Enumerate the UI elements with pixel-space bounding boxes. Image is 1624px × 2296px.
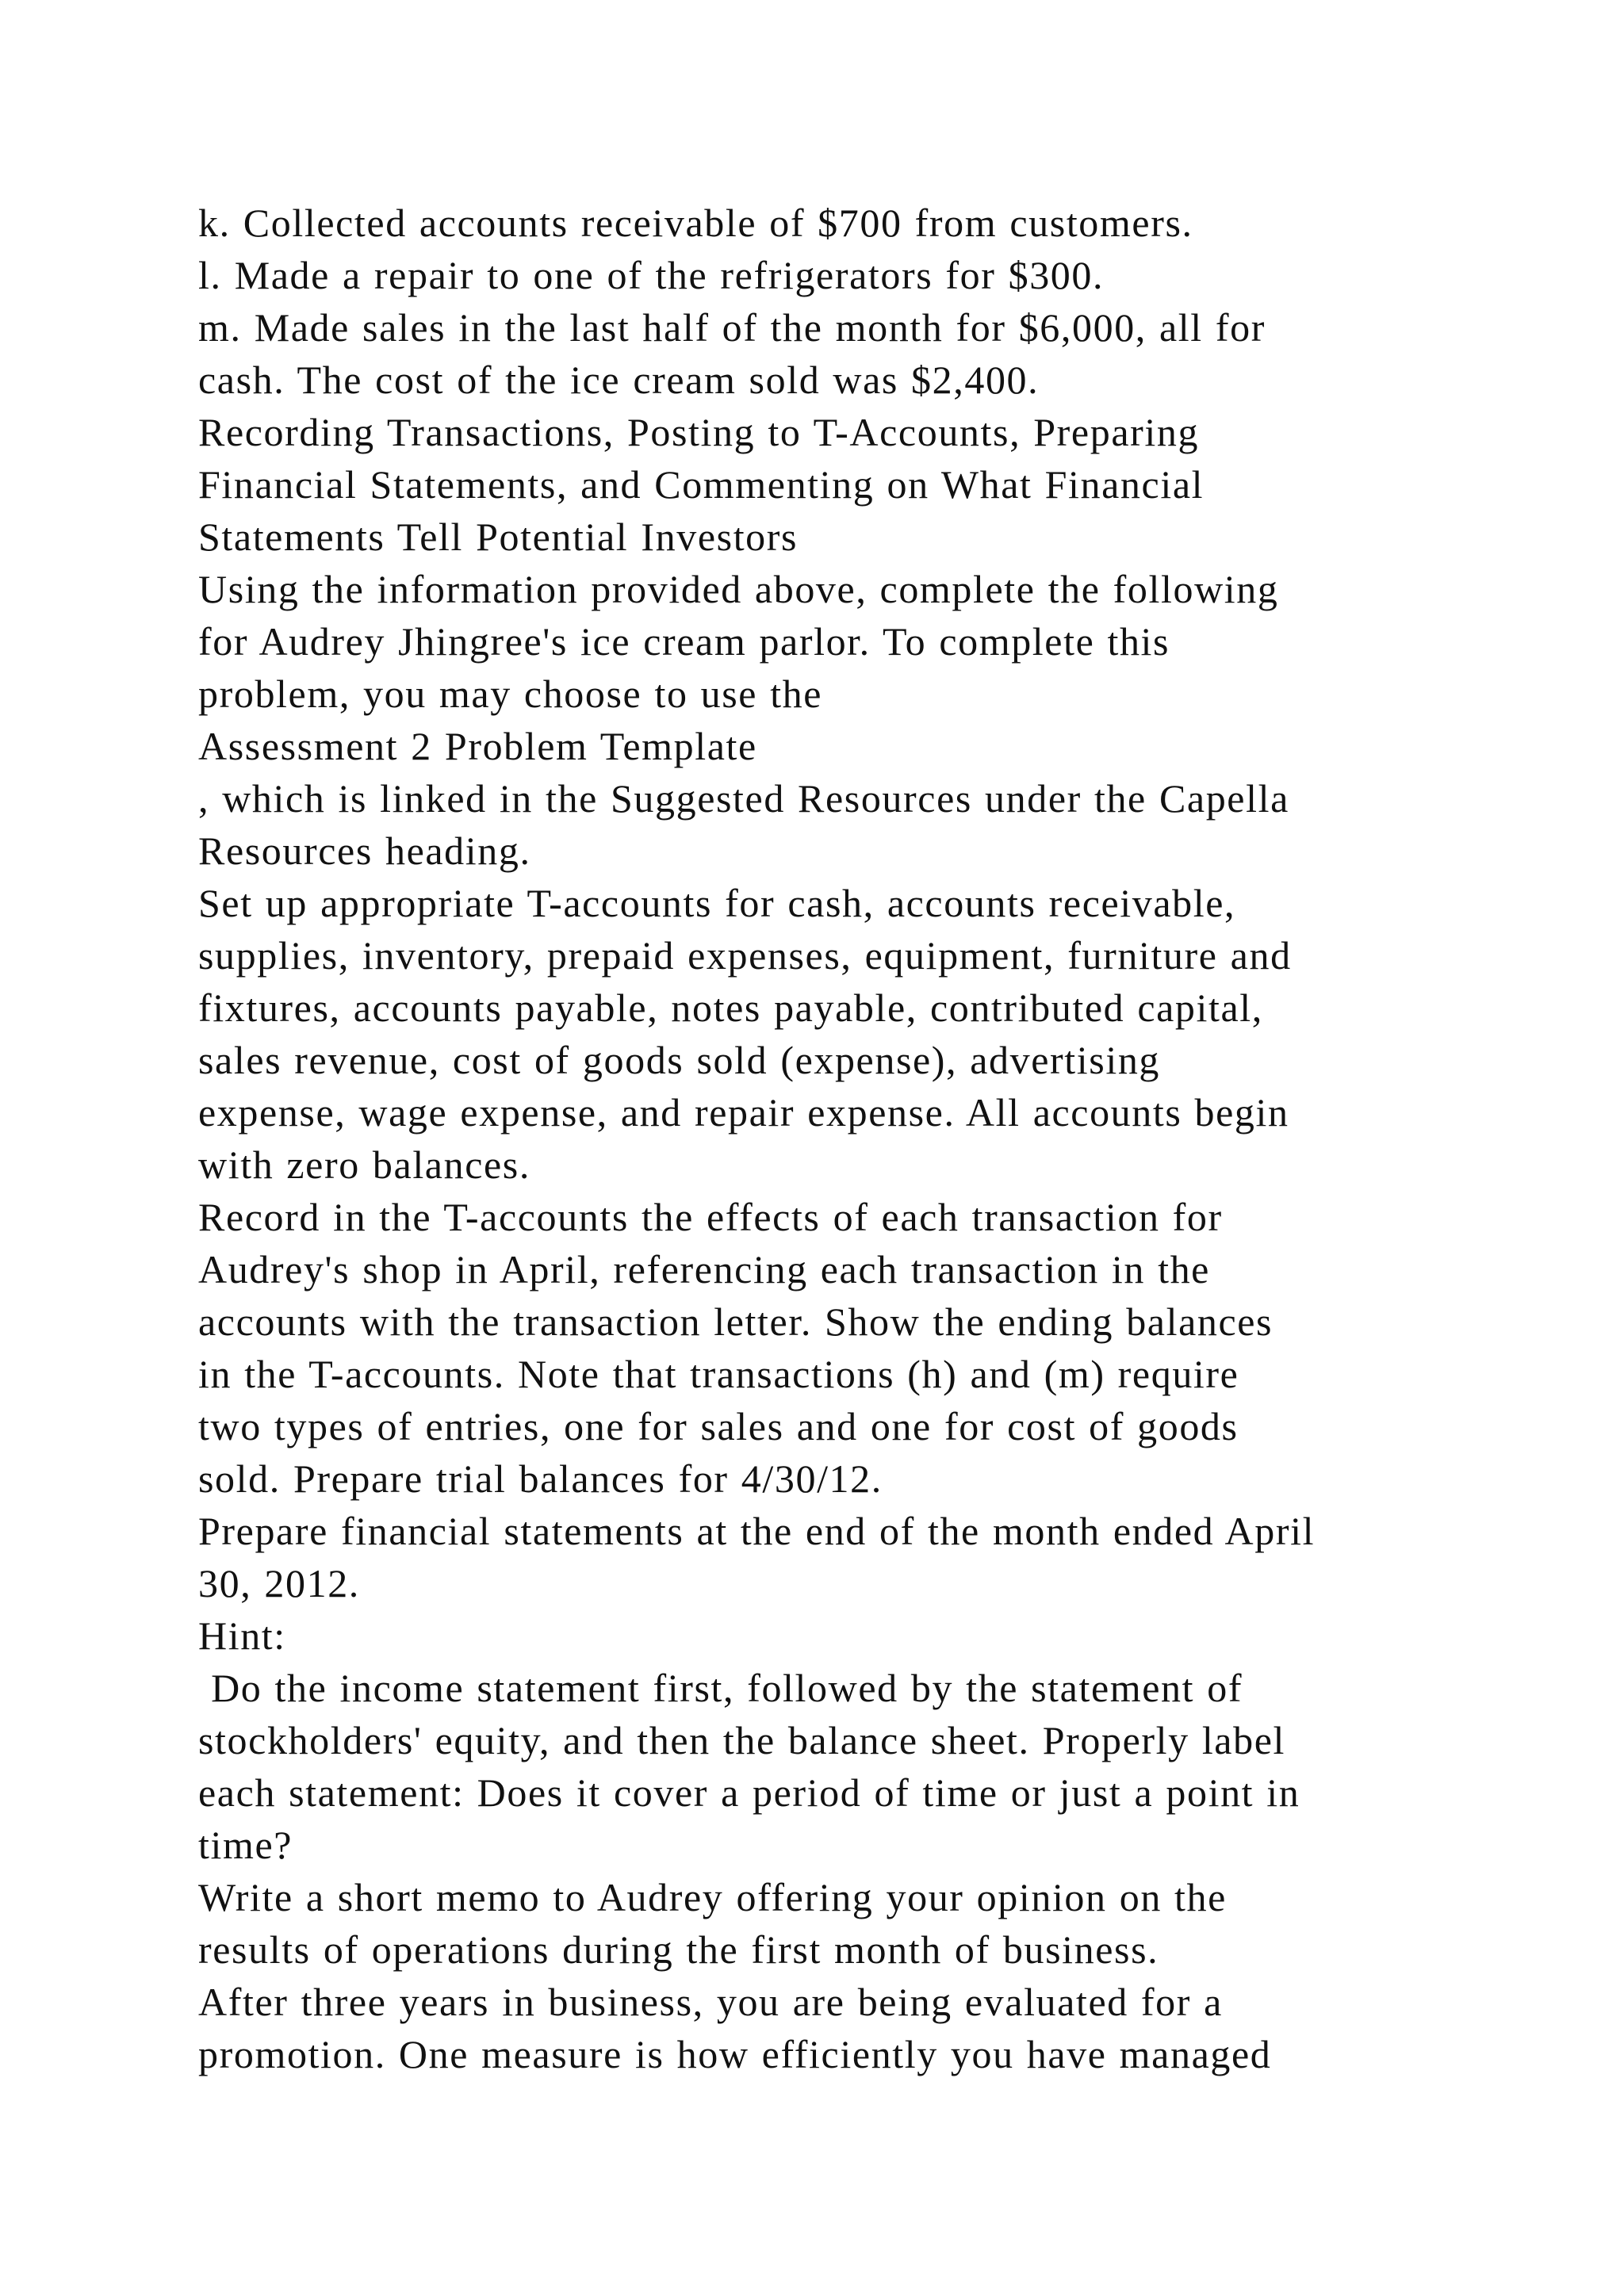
text-line: two types of entries, one for sales and one for cost of goods	[198, 1404, 1239, 1448]
text-line: Resources heading.	[198, 828, 531, 873]
text-line: each statement: Does it cover a period of time or just a point in	[198, 1770, 1300, 1815]
text-line: , which is linked in the Suggested Resources under the Capella	[198, 776, 1289, 821]
text-line: Write a short memo to Audrey offering your opinion on the	[198, 1875, 1227, 1919]
text-line: l. Made a repair to one of the refrigerators for $300.	[198, 253, 1105, 297]
text-line: k. Collected accounts receivable of $700 from customers.	[198, 201, 1193, 245]
text-line: m. Made sales in the last half of the month for $6,000, all for	[198, 305, 1266, 350]
text-line: in the T-accounts. Note that transactions (h) and (m) require	[198, 1352, 1239, 1396]
text-line: problem, you may choose to use the	[198, 672, 823, 716]
text-line: 30, 2012.	[198, 1561, 360, 1605]
text-line: Using the information provided above, complete the following	[198, 567, 1279, 611]
text-line: accounts with the transaction letter. Show the ending balances	[198, 1299, 1274, 1344]
text-line: sold. Prepare trial balances for 4/30/12.	[198, 1456, 883, 1501]
text-line: for Audrey Jhingree's ice cream parlor. To complete this	[198, 619, 1170, 664]
text-line: time?	[198, 1823, 293, 1867]
document-body	[198, 197, 1499, 2080]
text-line: with zero balances.	[198, 1142, 530, 1187]
text-line: cash. The cost of the ice cream sold was $2,400.	[198, 358, 1040, 402]
text-line: Do the income statement first, followed by the statement of	[198, 1666, 1243, 1710]
text-line: promotion. One measure is how efficiently you have managed	[198, 2032, 1272, 2076]
text-line: Financial Statements, and Commenting on What Financial	[198, 462, 1205, 507]
text-line: sales revenue, cost of goods sold (expense), advertising	[198, 1038, 1161, 1082]
text-line: Record in the T-accounts the effects of each transaction for	[198, 1195, 1223, 1239]
text-line: fixtures, accounts payable, notes payable, contributed capital,	[198, 985, 1263, 1030]
text-line: Recording Transactions, Posting to T-Accounts, Preparing	[198, 410, 1200, 454]
text-line: Audrey's shop in April, referencing each transaction in the	[198, 1247, 1210, 1292]
text-line: supplies, inventory, prepaid expenses, equipment, furniture and	[198, 933, 1292, 978]
text-line: stockholders' equity, and then the balance sheet. Properly label	[198, 1718, 1285, 1762]
text-line: Statements Tell Potential Investors	[198, 515, 799, 559]
text-line: After three years in business, you are being evaluated for a	[198, 1980, 1223, 2024]
text-line: Prepare financial statements at the end of the month ended April	[198, 1509, 1316, 1553]
text-line: Assessment 2 Problem Template	[198, 724, 757, 768]
text-line: results of operations during the first month of business.	[198, 1927, 1159, 1972]
text-line: Hint:	[198, 1613, 286, 1658]
text-line: expense, wage expense, and repair expense. All accounts begin	[198, 1090, 1289, 1135]
text-line: Set up appropriate T-accounts for cash, accounts receivable,	[198, 881, 1236, 925]
